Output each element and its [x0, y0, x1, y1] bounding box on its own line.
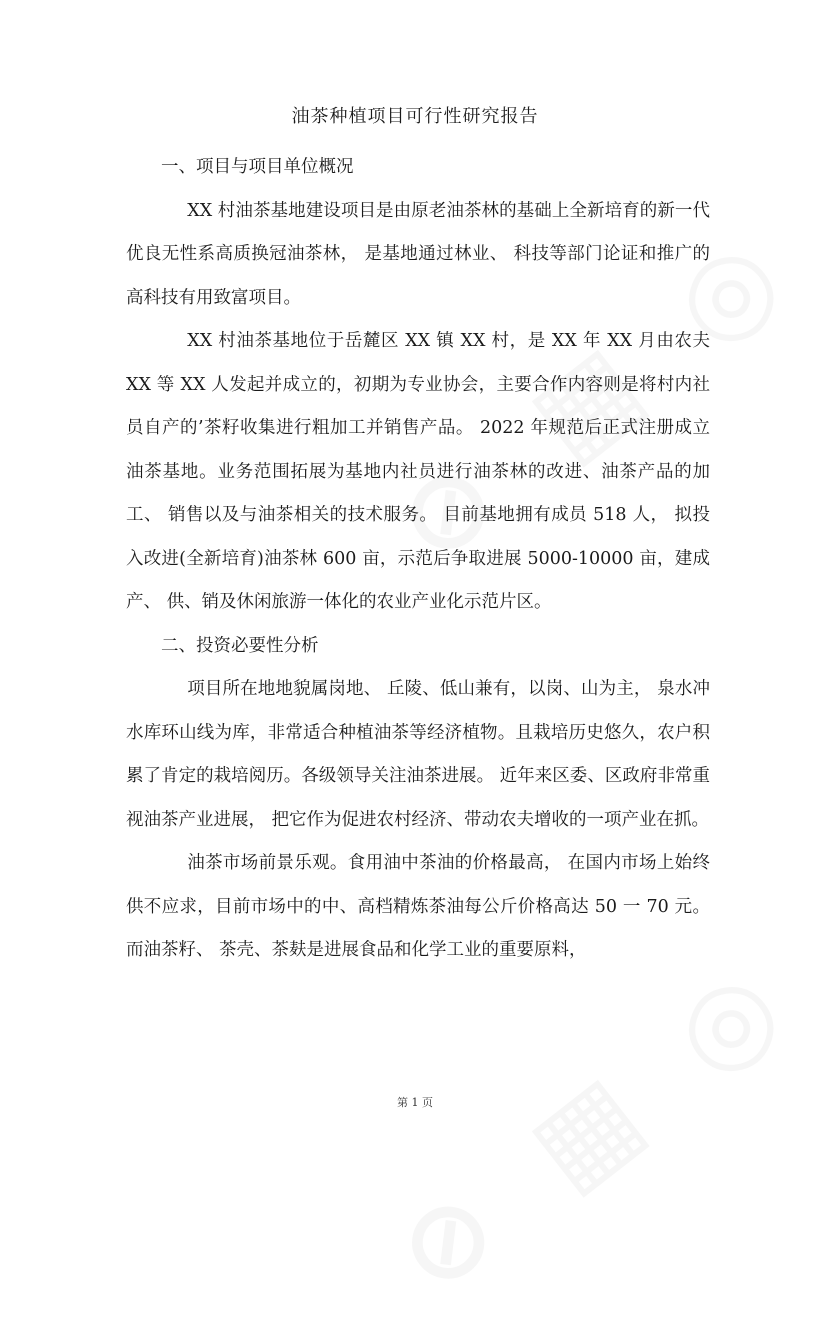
section-heading-1: 一、项目与项目单位概况 — [161, 157, 354, 177]
paragraph-2: XX 村油茶基地位于岳麓区 XX 镇 XX 村，是 XX 年 XX 月由农夫 XX 等 XX 人发起并成立的，初期为专业协会，主要合作内容则是将村内社员自产的’茶籽收集进行粗加工并销售产品。 2022 年规范后正式注册成立油茶基地。业务范围拓展为基地内社员进行油茶林的改进、油茶产品的加工、 销售以及与油茶相关的技术服务。 目前基地拥有成员 518 人， 拟投入改进(全新培育)油茶林 600 亩，示范后争取进展 5000-10000 亩，建成产、 供、销及休闲旅游一体化的农业产业化示范片区。 — [126, 331, 710, 612]
page-number: 第 1 页 — [397, 1096, 433, 1109]
paragraph-3: 项目所在地地貌属岗地、 丘陵、低山兼有，以岗、山为主， 泉水冲水库环山线为库，非常适合种植油茶等经济植物。且栽培历史悠久，农户积累了肯定的栽培阅历。各级领导关注油茶进展。 近年来区委、区政府非常重视油茶产业进展， 把它作为促进农村经济、带动农夫增收的一项产业在抓。 — [126, 679, 710, 830]
paragraph-4: 油茶市场前景乐观。食用油中茶油的价格最高， 在国内市场上始终供不应求，目前市场中的中、高档精炼茶油每公斤价格高达 50 一 70 元。而油茶籽、 茶壳、茶麸是进展食品和化学工业的重要原料， — [126, 853, 710, 960]
section-heading-2: 二、投资必要性分析 — [161, 635, 319, 656]
page-title: 油茶种植项目可行性研究报告 — [291, 106, 539, 127]
document-body — [126, 146, 710, 973]
watermark-icon — [370, 929, 818, 1318]
paragraph-1: XX 村油茶基地建设项目是由原老油茶林的基础上全新培育的新一代优良无性系高质换冠油茶林， 是基地通过林业、 科技等部门论证和推广的高科技有用致富项目。 — [126, 200, 710, 308]
